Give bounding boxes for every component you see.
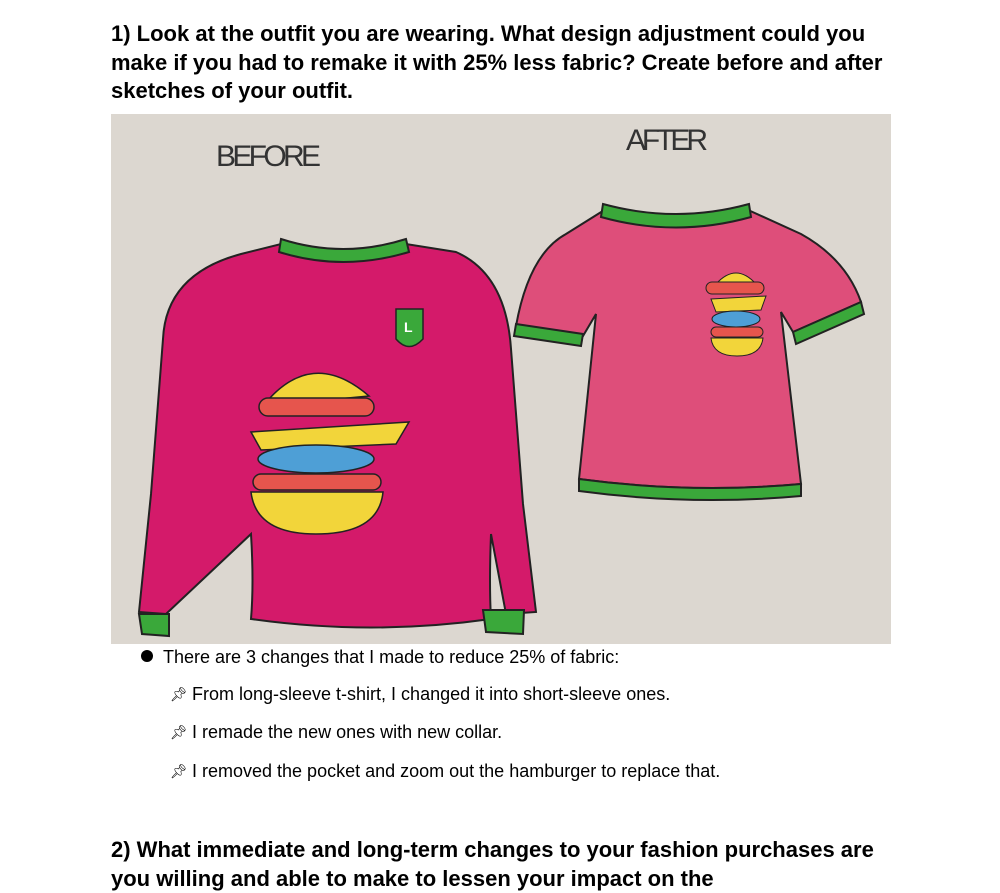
question-1-title: 1) Look at the outfit you are wearing. What design adjustment could you make if you had to remake it with 25% less fabric? Create before and after sketches of your outfit. bbox=[111, 21, 883, 103]
sketch-image bbox=[111, 114, 891, 644]
answer-item-text: I remade the new ones with new collar. bbox=[192, 722, 503, 742]
before-label: BEFORE bbox=[216, 140, 321, 173]
after-label: AFTER bbox=[626, 124, 708, 157]
before-sweater bbox=[139, 239, 536, 636]
answer-main-bullet bbox=[141, 646, 619, 668]
answer-item bbox=[170, 721, 502, 743]
answer-item-text: From long-sleeve t-shirt, I changed it into short-sleeve ones. bbox=[192, 684, 671, 704]
answer-item-text: I removed the pocket and zoom out the hamburger to replace that. bbox=[192, 761, 721, 781]
after-tshirt bbox=[514, 204, 864, 500]
badge-letter: L bbox=[404, 319, 413, 335]
pushpin-icon: 📌︎ bbox=[170, 763, 188, 779]
answer-item bbox=[170, 683, 670, 705]
bullet-dot-icon bbox=[141, 650, 153, 662]
pushpin-icon: 📌︎ bbox=[170, 724, 188, 740]
answer-item bbox=[170, 760, 720, 782]
pushpin-icon: 📌︎ bbox=[170, 686, 188, 702]
answer-main-text: There are 3 changes that I made to reduce 25% of fabric: bbox=[163, 647, 620, 667]
question-2-title: 2) What immediate and long-term changes to your fashion purchases are you willing and able to make to lessen your impact on the bbox=[111, 837, 874, 891]
